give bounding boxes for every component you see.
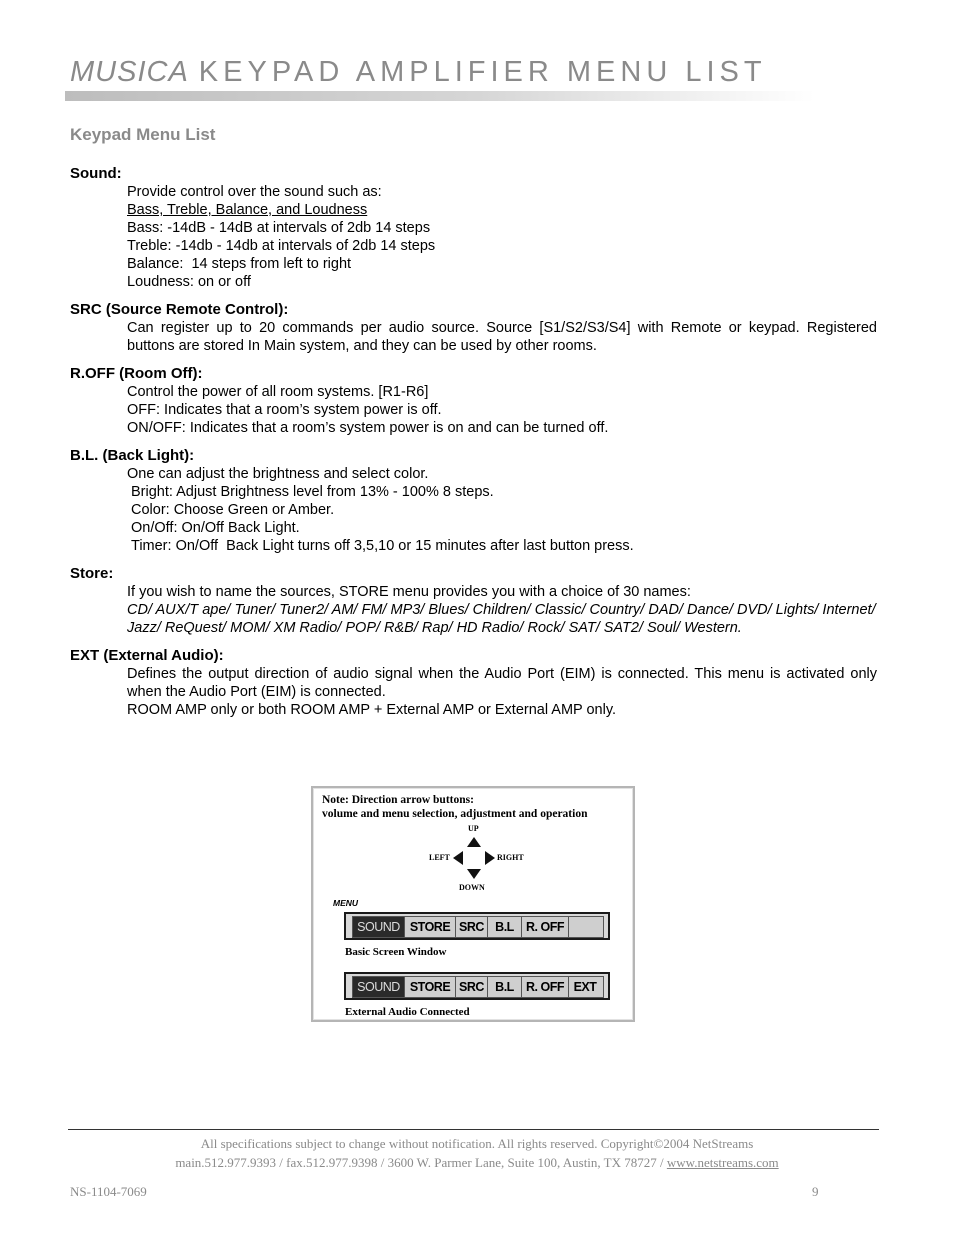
note-line: Note: Direction arrow buttons: <box>322 794 474 806</box>
section-backlight <box>70 446 877 555</box>
text-line: Control the power of all room systems. [R1-R6] <box>127 384 429 400</box>
text-line: ON/OFF: Indicates that a room’s system power is on and can be turned off. <box>127 420 609 436</box>
direction-arrows-icon <box>451 835 497 881</box>
text-line: ROOM AMP only or both ROOM AMP + External AMP or External AMP only. <box>127 702 617 718</box>
section-roff <box>70 364 877 437</box>
section-heading: SRC (Source Remote Control): <box>70 301 289 318</box>
section-heading: Store: <box>70 565 114 582</box>
footer-notice: All specifications subject to change without notification. All rights reserved. Copyright©2004 NetStreams <box>200 1136 754 1151</box>
basic-screen-window <box>344 912 610 940</box>
text-line: Bright: Adjust Brightness level from 13% - 100% 8 steps. <box>131 484 494 500</box>
website-link[interactable]: www.netstreams.com <box>666 1155 779 1170</box>
down-arrow-icon <box>467 869 481 879</box>
screen-item-ext: EXT <box>573 980 597 994</box>
section-heading: Sound: <box>70 165 122 182</box>
screen-item-bl: B.L <box>488 977 522 997</box>
down-label: DOWN <box>459 883 485 892</box>
up-label: UP <box>468 824 479 833</box>
title-text: KEYPAD AMPLIFIER MENU LIST <box>198 56 767 88</box>
text-line: Color: Choose Green or Amber. <box>131 502 335 518</box>
section-sound <box>70 164 877 291</box>
left-label: LEFT <box>429 853 450 862</box>
menu-label: MENU <box>333 898 359 908</box>
text-line: Loudness: on or off <box>127 274 251 290</box>
section-heading: R.OFF (Room Off): <box>70 365 203 382</box>
text-line: Bass: -14dB - 14dB at intervals of 2db 14 steps <box>127 220 431 236</box>
section-heading: EXT (External Audio): <box>70 647 224 664</box>
footer-address: main.512.977.9393 / fax.512.977.9398 / 3600 W. Parmer Lane, Suite 100, Austin, TX 78727 / <box>175 1155 667 1170</box>
screen-item-store: STORE <box>405 917 456 937</box>
right-label: RIGHT <box>497 853 524 862</box>
source-names-list: CD/ AUX/T ape/ Tuner/ Tuner2/ AM/ FM/ MP3/ Blues/ Children/ Classic/ Country/ DAD/ Dance/ DVD/ Lights/ Internet/ Jazz/ ReQuest/ MOM/ XM Radio/ POP/ R&B/ Rap/ HD Radio/ Rock/ SAT/ SAT2/ Soul/ Western. <box>127 602 876 636</box>
page-number: 9 <box>812 1184 819 1199</box>
external-audio-caption: External Audio Connected <box>345 1006 470 1018</box>
diagram-note <box>322 793 587 821</box>
text-line: One can adjust the brightness and select color. <box>127 466 429 482</box>
basic-screen-caption: Basic Screen Window <box>345 946 447 958</box>
section-src <box>70 300 877 355</box>
text-line: Balance: 14 steps from left to right <box>127 256 352 272</box>
text-paragraph: Can register up to 20 commands per audio source. Source [S1/S2/S3/S4] with Remote or keypad. Registered buttons are stored In Main system, and they can be used by other rooms. <box>127 320 877 354</box>
text-line: Treble: -14db - 14db at intervals of 2db 14 steps <box>127 238 436 254</box>
title-underline-bar <box>65 91 815 101</box>
screen-item-roff: R. OFF <box>522 917 569 937</box>
external-audio-screen <box>344 972 610 1000</box>
text-line: On/Off: On/Off Back Light. <box>131 520 300 536</box>
document-number: NS-1104-7069 <box>70 1184 147 1199</box>
up-arrow-icon <box>467 837 481 847</box>
screen-item-bl: B.L <box>488 917 522 937</box>
menu-list <box>70 164 877 728</box>
text-line: Provide control over the sound such as: <box>127 184 382 200</box>
screen-item-src: SRC <box>456 917 488 937</box>
footer-contact <box>0 1155 954 1171</box>
text-line: If you wish to name the sources, STORE menu provides you with a choice of 30 names: <box>127 584 691 600</box>
screen-item-sound: SOUND <box>353 977 405 997</box>
screen-item-sound: SOUND <box>353 917 405 937</box>
note-line: volume and menu selection, adjustment and operation <box>322 808 588 820</box>
left-arrow-icon <box>453 851 463 865</box>
text-line: Timer: On/Off Back Light turns off 3,5,10 or 15 minutes after last button press. <box>131 538 634 554</box>
right-arrow-icon <box>485 851 495 865</box>
footer-divider <box>68 1129 879 1130</box>
section-store <box>70 564 877 637</box>
screen-item-empty <box>569 917 601 937</box>
text-paragraph: Defines the output direction of audio signal when the Audio Port (EIM) is connected. This menu is activated only when the Audio Port (EIM) is connected. <box>127 666 877 700</box>
screen-item-roff: R. OFF <box>522 977 569 997</box>
section-subheading: Keypad Menu List <box>70 125 216 144</box>
text-line: Bass, Treble, Balance, and Loudness <box>127 202 368 218</box>
page-title <box>70 56 767 89</box>
screen-item-store: STORE <box>405 977 456 997</box>
section-ext <box>70 646 877 719</box>
keypad-diagram <box>311 786 635 1022</box>
section-heading: B.L. (Back Light): <box>70 447 195 464</box>
text-line: OFF: Indicates that a room’s system power is off. <box>127 402 442 418</box>
screen-item-src: SRC <box>456 977 488 997</box>
title-brand: MUSICA <box>70 56 189 88</box>
